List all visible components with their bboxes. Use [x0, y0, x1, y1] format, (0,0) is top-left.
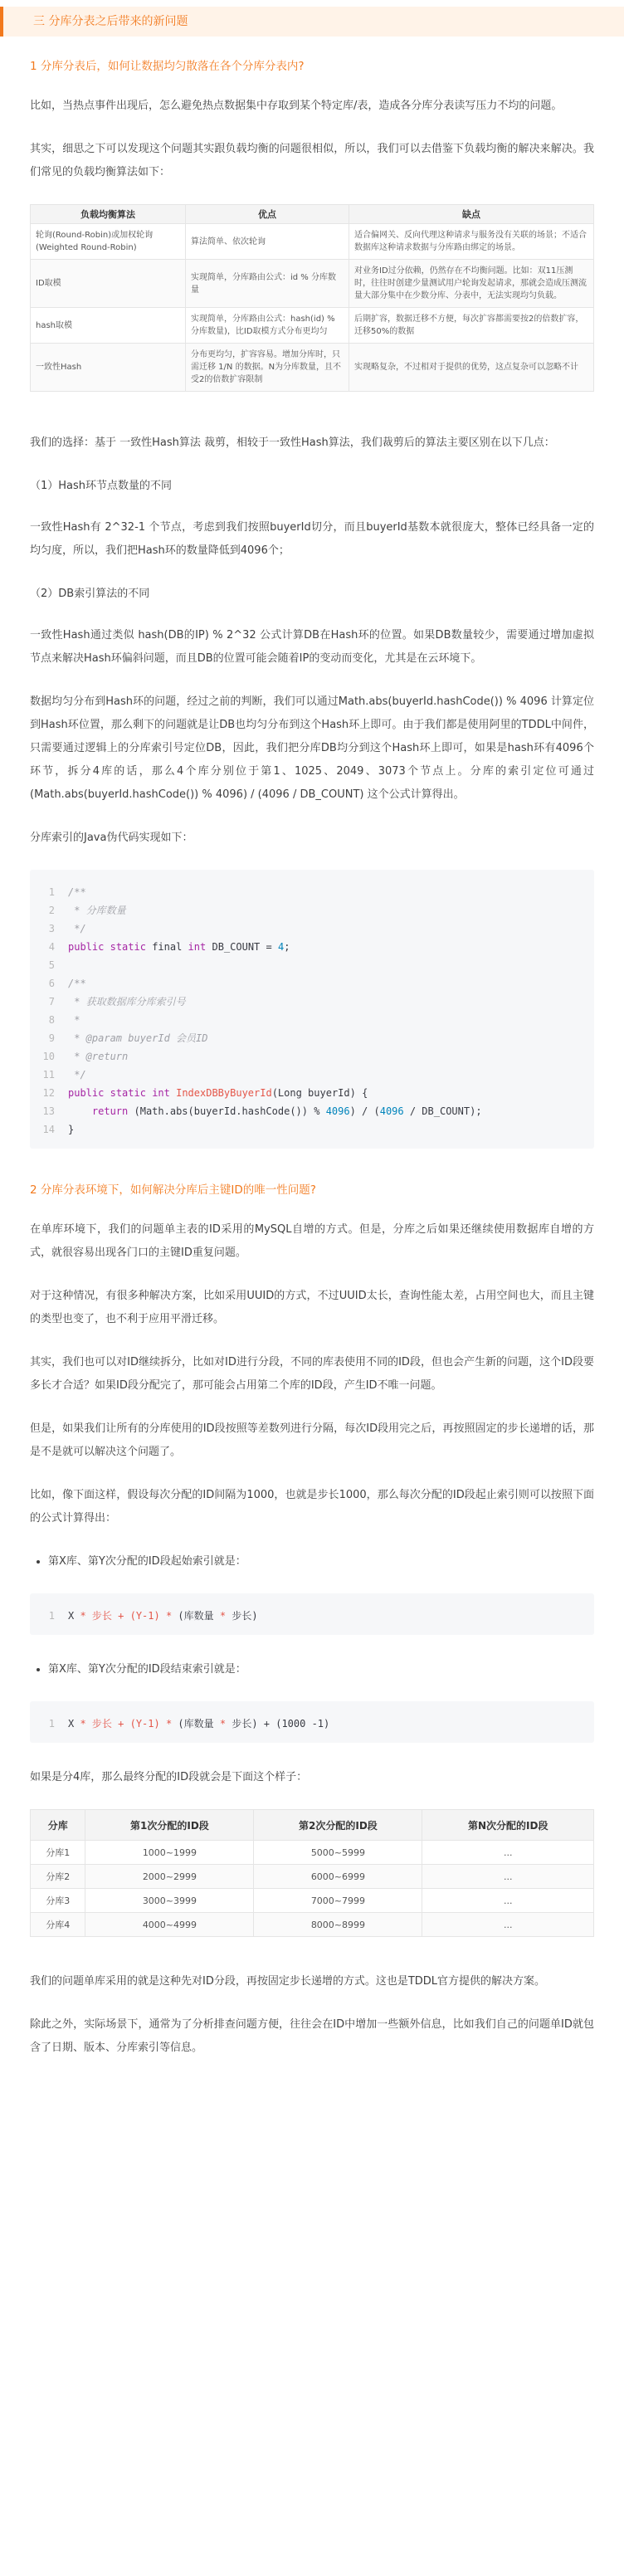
table-cell: 实现略复杂，不过相对于提供的优势，这点复杂可以忽略不计	[349, 344, 594, 392]
paragraph: 比如，像下面这样，假设每次分配的ID间隔为1000，也就是步长1000，那么每次分配的ID段起止索引则可以按照下面的公式计算得出：	[30, 1489, 594, 1525]
id-segment-table	[30, 1809, 594, 1937]
paragraph: 一致性Hash有 2^32-1 个节点，考虑到我们按照buyerId切分，而且buyerId基数本就很庞大，整体已经具备一定的均匀度，所以，我们把Hash环的数量降低到4096个；	[30, 521, 594, 557]
table-cell: hash取模	[31, 308, 186, 344]
paragraph: 如果是分4库，那么最终分配的ID段就会是下面这个样子：	[30, 1771, 308, 1783]
paragraph: 对于这种情况，有很多种解决方案，比如采用UUID的方式，不过UUID太长，查询性能太差，占用空间也大，而且主键的类型也变了，也不利于应用平滑迁移。	[30, 1290, 594, 1325]
formula-start-block	[30, 1593, 594, 1635]
table-row	[31, 224, 594, 260]
code-line: 4 public static final int DB_COUNT = 4 ;	[48, 941, 290, 953]
table-cell: 7000~7999	[254, 1889, 422, 1913]
load-balance-table	[30, 204, 594, 392]
article	[0, 7, 624, 2060]
code-line: 9 * @param buyerId 会员ID	[48, 1032, 208, 1044]
paragraph: 分库索引的Java伪代码实现如下：	[30, 832, 193, 844]
table-cell: 分库1	[31, 1841, 85, 1865]
table-header: 分库	[31, 1810, 85, 1841]
code-line: 12 public static int IndexDBByBuyerId (Long buyerId) {	[42, 1087, 368, 1099]
code-line: 11 */	[42, 1069, 86, 1081]
table-cell: 8000~8999	[254, 1913, 422, 1937]
table-cell: 分库3	[31, 1889, 85, 1913]
formula-end-block	[30, 1701, 594, 1743]
table-header: 第N次分配的ID段	[422, 1810, 594, 1841]
table-cell: 1000~1999	[85, 1841, 254, 1865]
paragraph: 数据均匀分布到Hash环的问题，经过之前的判断，我们可以通过Math.abs(buyerId.hashCode()) % 4096 计算定位到Hash环位置，那么剩下的问题就是让DB也均匀分布到这个Hash环上即可。由于我们都是使用阿里的TDDL中间件，只需要通过逻辑上的分库索引号定位DB，因此，我们把分库DB均分到这个Hash环上即可，如果是hash环有4096个环节，拆分4库的话，那么4个库分别位于第1、1025、2049、3073个节点上。分库的索引定位可通过 (Math.abs(buyerId.hashCode()) % 4096) / (4096 / DB_COUNT) 这个公式计算得出。	[30, 695, 594, 801]
question-1-heading: 1 分库分表后，如何让数据均匀散落在各个分库分表内?	[30, 60, 305, 73]
question-2-heading: 2 分库分表环境下，如何解决分库后主键ID的唯一性问题?	[30, 1183, 316, 1197]
paragraph: 在单库环境下，我们的问题单主表的ID采用的MySQL自增的方式。但是，分库之后如果还继续使用数据库自增的方式，就很容易出现各门口的主键ID重复问题。	[30, 1223, 594, 1259]
table-row	[31, 1865, 594, 1889]
code-line: 2 * 分库数量	[48, 905, 126, 916]
code-line: 1 X * 步长 + (Y-1) * (库数量 * 步长)	[48, 1610, 258, 1622]
table-cell: 对业务ID过分依赖，仍然存在不均衡问题。比如：双11压测时，往往时创建少量测试用户轮询发起请求，那就会造成压测流量大部分集中在少数分库、分表中，无法实现均匀负载。	[349, 260, 594, 308]
table-row	[31, 344, 594, 392]
code-line: 8 *	[48, 1014, 80, 1026]
table-cell: 3000~3999	[85, 1889, 254, 1913]
table-cell: 算法简单、依次轮询	[186, 224, 349, 260]
list-item: • 第X库、第Y次分配的ID段起始索引就是：	[48, 1550, 594, 1573]
table-cell: 适合偏网关、反向代理这种请求与服务没有关联的场景；不适合数据库这种请求数据与分库路由绑定的场景。	[349, 224, 594, 260]
table-header: 第2次分配的ID段	[254, 1810, 422, 1841]
table-cell: 4000~4999	[85, 1913, 254, 1937]
code-line: 1 X * 步长 + (Y-1) * (库数量 * 步长) + (1000 -1)	[48, 1718, 330, 1730]
table-cell: 轮询(Round-Robin)或加权轮询(Weighted Round-Robin)	[31, 224, 186, 260]
code-line: 7 * 获取数据库分库索引号	[48, 996, 186, 1007]
table-cell: 分库4	[31, 1913, 85, 1937]
paragraph: 一致性Hash通过类似 hash(DB的IP) % 2^32 公式计算DB在Hash环的位置。如果DB数量较少，需要通过增加虚拟节点来解决Hash环偏斜问题，而且DB的位置可能会随着IP的变动而变化，尤其是在云环境下。	[30, 629, 594, 665]
code-line: 14 }	[42, 1124, 75, 1135]
paragraph: 我们的选择：基于 一致性Hash算法 裁剪，相较于一致性Hash算法，我们裁剪后的算法主要区别在以下几点：	[30, 437, 555, 449]
table-row	[31, 1841, 594, 1865]
code-line: 3 */	[48, 923, 86, 934]
code-line: 6 /**	[48, 978, 86, 989]
point-1-title: （1）Hash环节点数量的不同	[30, 480, 173, 492]
table-row	[31, 308, 594, 344]
paragraph: 除此之外，实际场景下，通常为了分析排查问题方便，往往会在ID中增加一些额外信息，比如我们自己的问题单ID就包含了日期、版本、分库索引等信息。	[30, 2018, 594, 2054]
table-cell: 5000~5999	[254, 1841, 422, 1865]
table-cell: 后期扩容，数据迁移不方便，每次扩容都需要按2的倍数扩容，迁移50%的数据	[349, 308, 594, 344]
table-header: 第1次分配的ID段	[85, 1810, 254, 1841]
table-header: 优点	[186, 205, 349, 224]
paragraph: 我们的问题单库采用的就是这种先对ID分段，再按固定步长递增的方式。这也是TDDL官方提供的解决方案。	[30, 1975, 546, 1988]
paragraph: 但是，如果我们让所有的分库使用的ID段按照等差数列进行分隔，每次ID段用完之后，再按照固定的步长递增的话，那是不是就可以解决这个问题了。	[30, 1422, 594, 1458]
table-row	[31, 1889, 594, 1913]
table-cell: ...	[422, 1913, 594, 1937]
code-line: 5	[48, 959, 55, 971]
code-line: 13 return (Math.abs(buyerId.hashCode()) % 4096 ) / ( 4096 / DB_COUNT);	[42, 1105, 482, 1117]
point-2-title: （2）DB索引算法的不同	[30, 588, 150, 600]
bullet-list	[30, 1658, 594, 1681]
bullet-list	[30, 1550, 594, 1573]
table-cell: 2000~2999	[85, 1865, 254, 1889]
table-cell: 实现简单，分库路由公式：hash(id) % 分库数量)，比ID取模方式分布更均匀	[186, 308, 349, 344]
paragraph: 其实，细思之下可以发现这个问题其实跟负载均衡的问题很相似，所以，我们可以去借鉴下负载均衡的解决来解决。我们常见的负载均衡算法如下：	[30, 143, 594, 178]
table-row	[31, 260, 594, 308]
code-line: 1 /**	[48, 886, 86, 898]
list-item: • 第X库、第Y次分配的ID段结束索引就是：	[48, 1658, 594, 1681]
table-header: 负载均衡算法	[31, 205, 186, 224]
table-cell: ID取模	[31, 260, 186, 308]
table-cell: 分布更均匀，扩容容易。增加分库时，只需迁移 1/N 的数据。N为分库数量，且不受2的倍数扩容限制	[186, 344, 349, 392]
table-header: 缺点	[349, 205, 594, 224]
paragraph: 比如，当热点事件出现后，怎么避免热点数据集中存取到某个特定库/表，造成各分库分表读写压力不均的问题。	[30, 100, 563, 112]
paragraph: 其实，我们也可以对ID继续拆分，比如对ID进行分段，不同的库表使用不同的ID段，但也会产生新的问题，这个ID段要多长才合适？如果ID段分配完了，那可能会占用第二个库的ID段，产生ID不唯一问题。	[30, 1356, 594, 1392]
code-line: 10 * @return	[42, 1051, 129, 1062]
table-cell: 分库2	[31, 1865, 85, 1889]
section-title: 三 分库分表之后带来的新问题	[0, 7, 624, 37]
table-row	[31, 1913, 594, 1937]
table-cell: ...	[422, 1865, 594, 1889]
java-code-block	[30, 870, 594, 1149]
table-cell: 实现简单，分库路由公式：id % 分库数量	[186, 260, 349, 308]
table-cell: ...	[422, 1889, 594, 1913]
table-cell: 一致性Hash	[31, 344, 186, 392]
table-cell: 6000~6999	[254, 1865, 422, 1889]
table-cell: ...	[422, 1841, 594, 1865]
